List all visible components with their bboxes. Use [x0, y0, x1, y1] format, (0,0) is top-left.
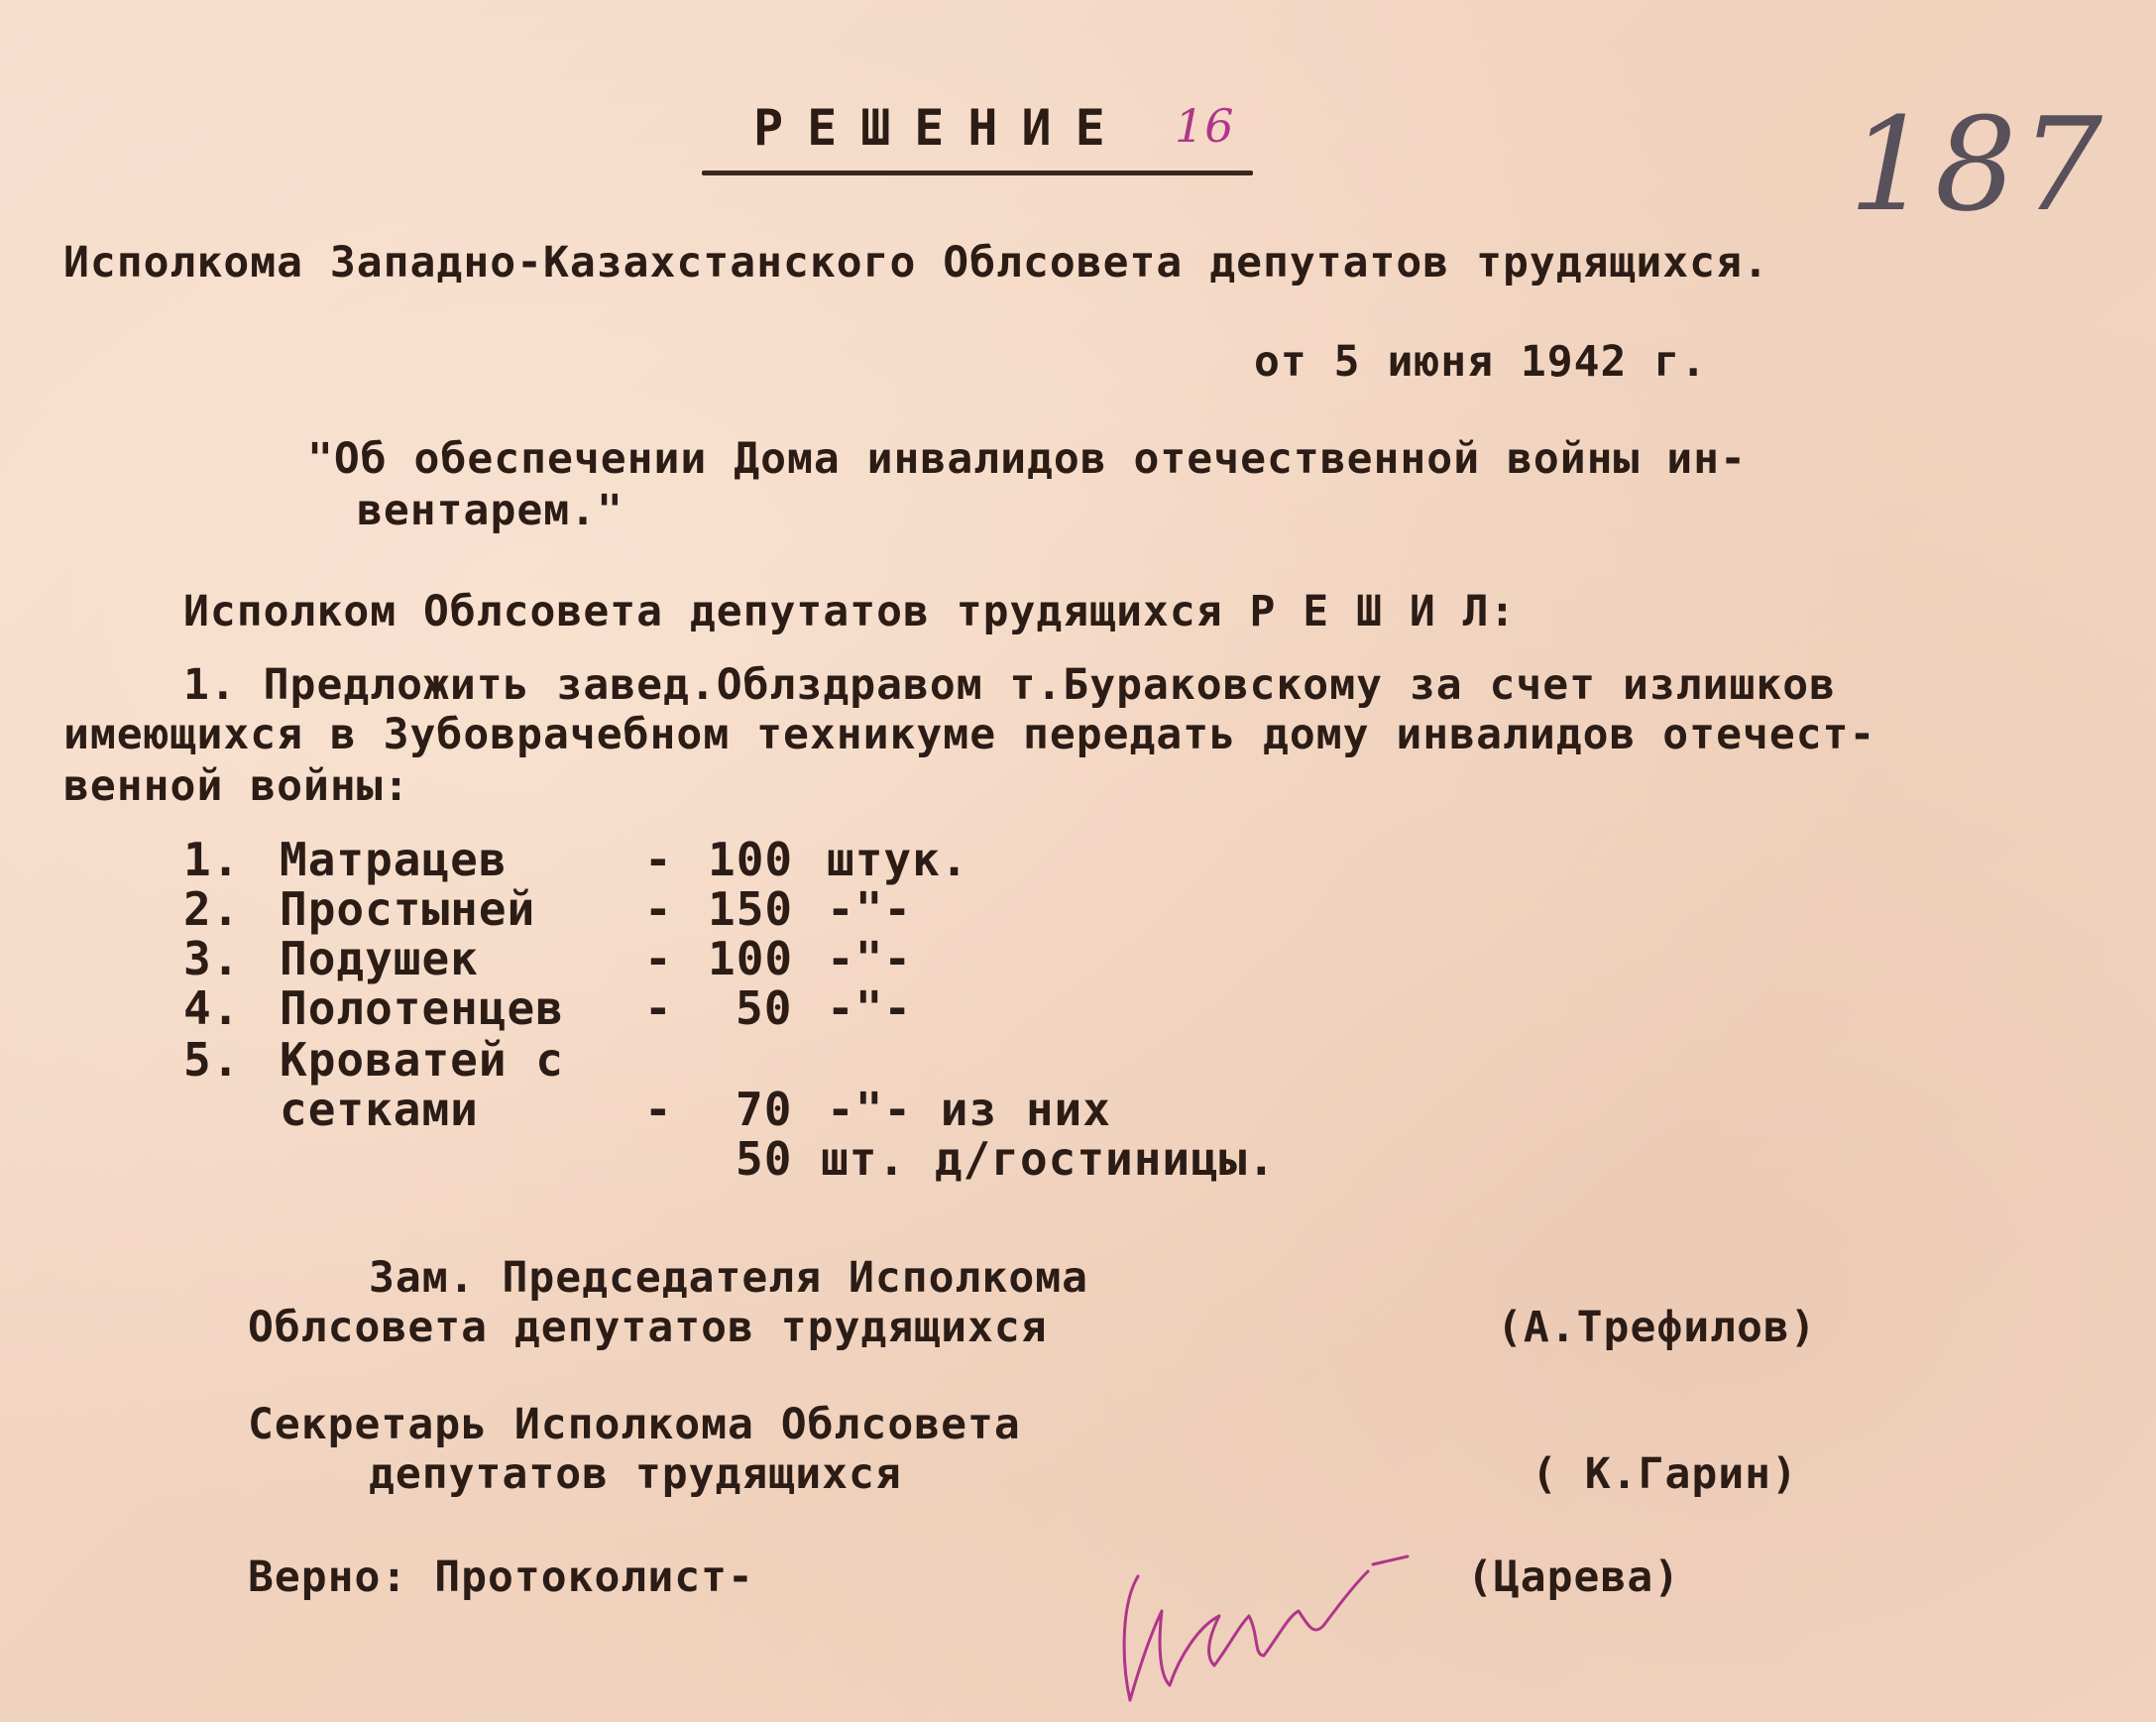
handwritten-signature — [1110, 1517, 1447, 1715]
verified-name: (Царева) — [1467, 1552, 1681, 1602]
subject-line-1: "Об обеспечении Дома инвалидов отечественной войны ин- — [307, 434, 1747, 484]
sheet-number: 187 — [1849, 89, 2107, 240]
item-unit: -"- из них — [827, 1083, 1111, 1136]
subject-line-2: вентарем." — [357, 486, 624, 535]
item-unit: штук. — [827, 833, 969, 886]
item-quantity: 50 — [736, 981, 793, 1035]
secretary-title-line-1: Секретарь Исполкома Облсовета — [248, 1400, 1021, 1449]
clause-1-line-1: 1. Предложить завед.Облздравом т.Бураковскому за счет излишков — [183, 660, 1837, 710]
item-unit: -"- — [827, 981, 913, 1035]
resolution-intro: Исполком Облсовета депутатов трудящихся Р Е Ш И Л: — [183, 587, 1517, 636]
clause-1-line-2: имеющихся в Зубоврачебном техникуме передать дому инвалидов отечест- — [63, 710, 1876, 759]
secretary-title-line-2: депутатов трудящихся — [369, 1449, 902, 1499]
item-number: 3. — [183, 932, 241, 985]
item-dash: - — [644, 1083, 673, 1136]
clause-1-line-3: венной войны: — [63, 761, 410, 811]
item-dash: - — [644, 882, 673, 936]
item-unit: -"- — [827, 932, 913, 985]
item-unit: -"- — [827, 882, 913, 936]
item-quantity: 100 — [708, 932, 794, 985]
item-name: Матрацев — [280, 833, 508, 886]
title-annotation: 16 — [1175, 99, 1235, 153]
title-underline — [702, 171, 1253, 175]
item-number: 2. — [183, 882, 241, 936]
item-quantity: 100 — [708, 833, 794, 886]
item-number: 1. — [183, 833, 241, 886]
deputy-name: (А.Трефилов) — [1497, 1303, 1817, 1352]
item-5-note: 50 шт. д/гостиницы. — [736, 1132, 1277, 1186]
deputy-title-line-2: Облсовета депутатов трудящихся — [248, 1303, 1048, 1352]
item-name: Кроватей с — [280, 1033, 564, 1087]
secretary-name: ( К.Гарин) — [1532, 1449, 1798, 1499]
item-name: Простыней — [280, 882, 536, 936]
document-title: РЕШЕНИЕ — [753, 99, 1129, 157]
item-quantity: 70 — [736, 1083, 793, 1136]
item-dash: - — [644, 981, 673, 1035]
item-dash: - — [644, 932, 673, 985]
deputy-title-line-1: Зам. Председателя Исполкома — [369, 1253, 1088, 1303]
verified-label: Верно: Протоколист- — [248, 1552, 754, 1602]
item-dash: - — [644, 833, 673, 886]
item-number: 5. — [183, 1033, 241, 1087]
item-name-continued: сетками — [280, 1083, 479, 1136]
issuer-line: Исполкома Западно-Казахстанского Облсовета депутатов трудящихся. — [63, 238, 1769, 287]
item-quantity: 150 — [708, 882, 794, 936]
item-name: Полотенцев — [280, 981, 564, 1035]
item-number: 4. — [183, 981, 241, 1035]
document-date: от 5 июня 1942 г. — [1254, 337, 1708, 387]
item-name: Подушек — [280, 932, 479, 985]
